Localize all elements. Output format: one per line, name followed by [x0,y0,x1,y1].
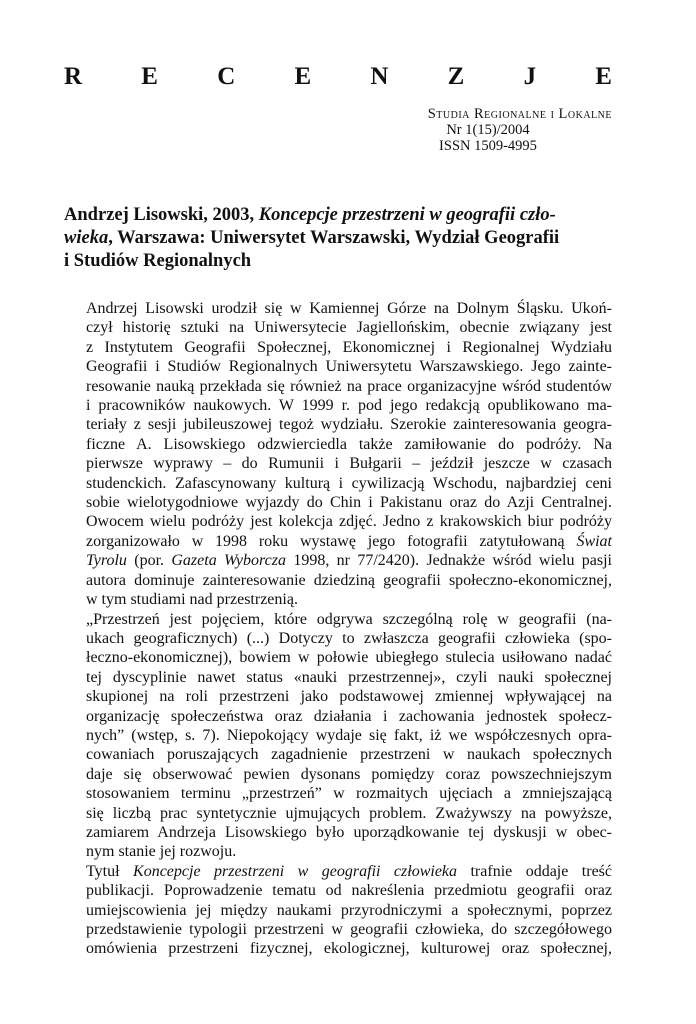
text-line [64,862,612,881]
journal-issn: ISSN 1509-4995 [439,138,537,154]
text-line: nych” (wstęp, s. 7). Niepokojący wydaje się fakt, iż we współczesnych opra- [86,726,612,744]
section-title-letter: E [294,63,312,90]
text-line: Geografii i Studiów Regionalnych Uniwersytetu Warszawskiego. Jego zainte- [86,358,612,376]
section-title-letter: E [141,63,158,90]
text-line: resowanie nauką przekłada się również na prace organizacyjne wśród studentów [86,377,612,395]
journal-name: Studia Regionalne i Lokalne [427,106,612,122]
page [64,60,612,959]
text-line: łeczno-ekonomicznej), bowiem w połowie ubiegłego stulecia usiłowano nadać [86,649,612,667]
text-line: pierwsze wyprawy – do Rumunii i Bułgarii – jeździł jeszcze w czasach [86,455,612,473]
exhibition-title: Świat [576,532,612,550]
text-line: cowaniach poruszających zagadnienie przestrzeni w naukach społecznych [86,746,612,764]
section-title-letter: J [523,63,537,90]
text-line: teriały z sesji jubileuszowej tegoż wydziału. Szerokie zainteresowania geogra- [86,416,612,434]
text-line: zamiarem Andrzeja Lisowskiego było uporządkowanie tej dyskusji w obec- [86,823,612,841]
journal-info [64,106,612,154]
text-line: ficzne A. Lisowskiego odzwierciedla także zamiłowanie do podróży. Na [86,435,612,453]
section-title-letter: R [64,63,83,90]
text-line: w tym studiami nad przestrzenią. [86,591,298,609]
text-line: daje się obserwować pewien dysonans pomiędzy coraz powszechniejszym [86,765,612,783]
text-run: Tytuł [86,862,134,880]
book-title: Koncepcje przestrzeni w geografii człowieka [133,862,458,880]
section-title [64,60,612,94]
review-heading [64,204,612,273]
text-line: i pracowników naukowych. W 1999 r. pod jego redakcją opublikowano ma- [86,397,612,415]
text-line: omówienia przestrzeni fizycznej, ekologicznej, kulturowej oraz społecznej, [86,940,612,958]
text-line [64,551,612,570]
text-line: sobie wielotygodniowe wyjazdy do Chin i Pakistanu oraz do Azji Centralnej. [86,494,612,512]
review-title-part1: Koncepcje przestrzeni w geografii czło- [258,205,556,225]
text-line: się liczbą prac syntetycznie ujmujących problem. Zważywszy na powyższe, [86,804,612,822]
text-line: publikacji. Poprowadzenie tematu od nakreślenia przedmiotu geografii oraz [86,882,612,900]
text-line: nym stanie jej rozwoju. [86,843,237,861]
text-line [64,532,612,551]
section-title-letter: E [595,63,612,90]
text-line: z Instytutem Geografii Społecznej, Ekonomicznej i Regionalnej Wydziału [86,338,612,356]
text-line: organizację społeczeństwa oraz działania i zachowania jednostek społecz- [86,707,612,725]
text-line: umiejscowienia jej między naukami przyrodniczymi a społecznymi, poprzez [86,901,612,919]
text-line: Andrzej Lisowski urodził się w Kamiennej Górze na Dolnym Śląsku. Ukoń- [86,300,612,317]
review-author-year: Andrzej Lisowski, 2003, [64,205,259,225]
paragraph-2 [64,610,612,862]
text-line: studenckich. Zafascynowany kulturą i cywilizacją Wschodu, najbardziej ceni [86,474,612,492]
text-line: czył historię sztuki na Uniwersytecie Jagiellońskim, obecnie związany jest [86,319,612,337]
review-body [64,299,612,959]
text-line: przedstawienie typologii przestrzeni w geografii człowieka, do szczegółowego [86,921,612,938]
text-line: skupionej na roli przestrzeni jako podstawowej zmiennej wpływającej na [86,688,612,706]
section-title-letter: Z [447,63,465,90]
section-title-letter: C [217,63,236,90]
review-title-part2: wieka [64,228,109,248]
text-run: 1998, nr 77/2420). Jednakże wśród wielu pasji [285,552,613,570]
paragraph-3 [64,862,612,959]
review-publisher-part1: , Warszawa: Uniwersytet Warszawski, Wydział Geografii [108,228,560,248]
text-line: stosowaniem terminu „przestrzeń” w rozmaitych ujęciach a zmniejszającą [86,785,612,803]
newspaper-title: Gazeta Wyborcza [171,552,286,570]
text-line: tej dyscyplinie nawet status «nauki przestrzennej», czyli nauki społecznej [86,668,612,686]
text-run: (por. [126,552,172,570]
paragraph-1 [64,299,612,610]
text-line: Owocem wielu podróży jest kolekcja zdjęć. Jedno z krakowskich biur podróży [86,513,612,531]
text-run: zorganizowało w 1998 roku wystawę jego fotografii zatytułowaną [86,532,577,550]
text-run: trafnie oddaje treść [457,862,613,880]
review-publisher-part2: i Studiów Regionalnych [64,251,252,271]
text-line: autora dominuje zainteresowanie dziedziną geografii społeczno-ekonomicznej, [86,571,612,589]
exhibition-title-cont: Tyrolu [86,552,127,570]
journal-issue: Nr 1(15)/2004 [446,122,530,138]
section-title-letter: N [370,63,389,90]
text-line: ukach geograficznych) (...) Dotyczy to zwłaszcza geografii człowieka (spo- [86,629,612,647]
text-line: „Przestrzeń jest pojęciem, które odgrywa szczególną rolę w geografii (na- [86,610,612,628]
